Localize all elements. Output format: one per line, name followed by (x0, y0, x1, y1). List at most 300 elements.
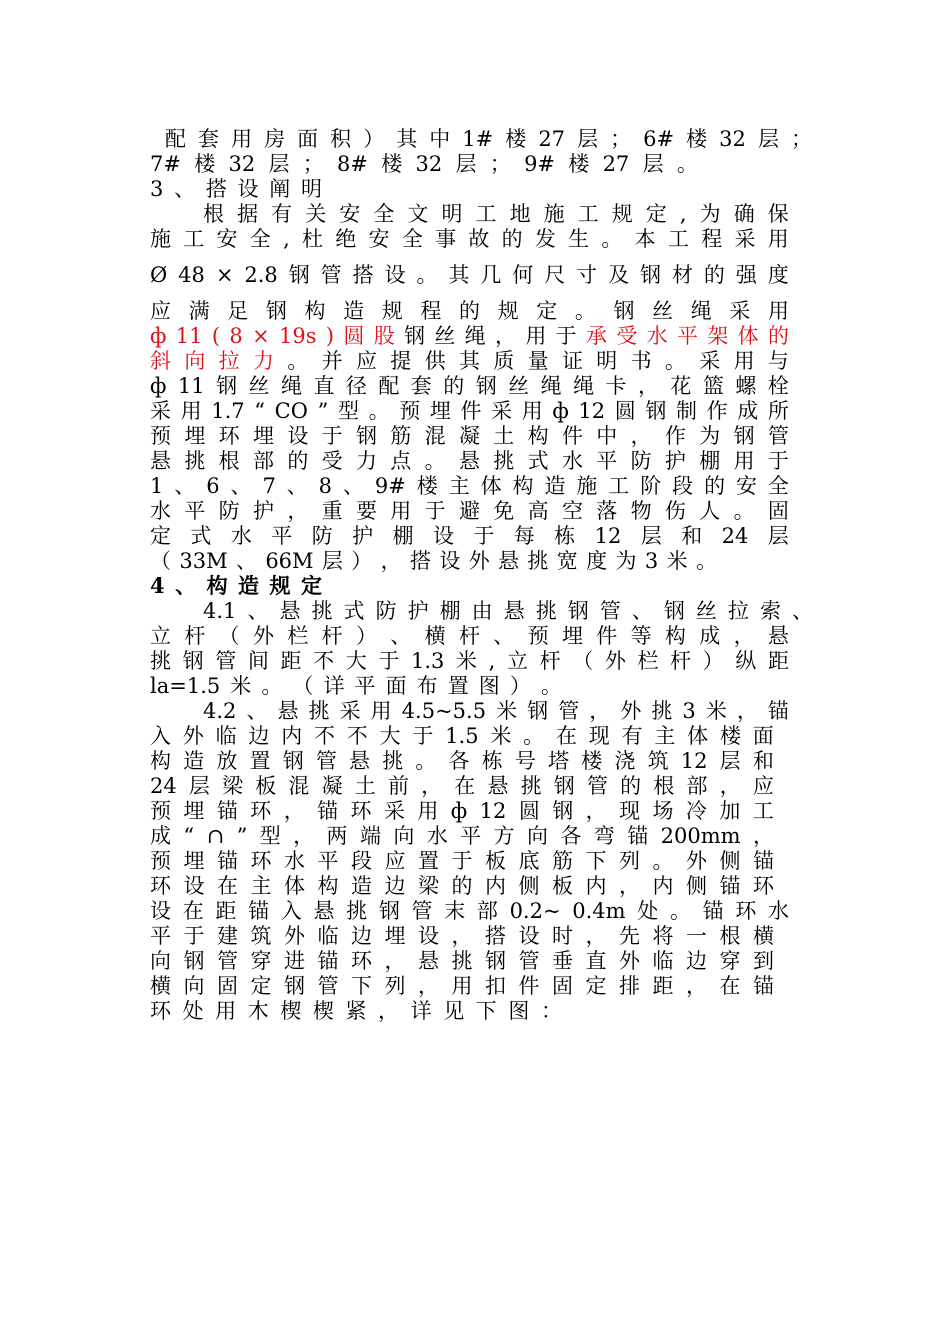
text-token: 根 (653, 774, 675, 798)
text-token: 件 (561, 424, 583, 448)
text-token: 保 (767, 202, 789, 226)
text-token: 。 (652, 849, 674, 873)
text-token: 、 (286, 474, 308, 498)
text-token: 杆 (539, 649, 561, 673)
text-token: 24 (721, 524, 749, 548)
text-token: 钢 (182, 649, 204, 673)
text-token: 应 (752, 774, 774, 798)
text-token: 穿 (719, 949, 741, 973)
text-token: 管 (217, 949, 238, 973)
text-token: 悬 (277, 699, 299, 723)
text-token: 放 (216, 749, 238, 773)
text-token: 详 (410, 999, 432, 1023)
text-token: 11 (175, 324, 203, 348)
text-token: 埋 (252, 424, 274, 448)
text-token: 外 (619, 949, 640, 973)
text-token: 外 (620, 699, 642, 723)
text-line-22 (150, 673, 562, 699)
text-token: 的 (704, 474, 726, 498)
text-token: 段 (351, 849, 372, 873)
text-token: “ (183, 824, 195, 848)
text-token: 用 (231, 127, 253, 151)
text-token: 两 (326, 824, 348, 848)
text-token: 式 (527, 449, 549, 473)
text-token: 4.2 (203, 699, 237, 723)
section-heading-4 (150, 573, 322, 599)
text-token: 锚 (719, 874, 741, 898)
text-token: 悬 (150, 449, 171, 473)
text-token: 积 (330, 127, 352, 151)
text-token: 用 (733, 349, 755, 373)
text-token: 棚 (699, 449, 721, 473)
text-token: 式 (343, 599, 365, 623)
text-token: 楼 (381, 152, 403, 176)
text-token: 栏 (637, 649, 659, 673)
text-token: 于 (473, 524, 495, 548)
text-token: 杜 (302, 227, 324, 251)
text-token: 0.4m (572, 899, 626, 923)
text-token: 点 (390, 449, 412, 473)
text-line-17 (150, 548, 717, 574)
text-token: 钢 (733, 424, 755, 448)
text-token: 置 (447, 674, 469, 698)
text-token: 入 (280, 899, 302, 923)
text-token: 用 (390, 499, 412, 523)
text-token: 锚 (317, 799, 339, 823)
text-token: 锚 (702, 899, 724, 923)
text-token: 成 (699, 624, 721, 648)
text-token: 8 (229, 324, 243, 348)
text-token: 米 (230, 674, 252, 698)
text-token: 体 (737, 324, 759, 348)
text-token: 钢 (567, 599, 589, 623)
text-token: ） (355, 624, 377, 648)
text-token: 见 (443, 999, 465, 1023)
text-token: ) (325, 324, 335, 348)
text-token: 、 (631, 599, 653, 623)
text-token: 构 (206, 573, 228, 598)
text-token: ， (630, 424, 652, 448)
text-token: 、 (791, 599, 813, 623)
text-token: 板 (485, 849, 506, 873)
text-token: 现 (588, 724, 610, 748)
text-token: 平 (596, 449, 618, 473)
text-token: 内 (281, 724, 303, 748)
text-token: ， (589, 699, 611, 723)
text-token: 丝 (434, 324, 456, 348)
text-token: 生 (568, 227, 590, 251)
text-token: 悬 (279, 599, 301, 623)
text-line-7 (150, 298, 789, 324)
text-token: 工 (577, 202, 599, 226)
text-token: 12 (680, 749, 708, 773)
text-token: 9# (524, 152, 556, 176)
text-token: 人 (699, 499, 721, 523)
text-token: 侧 (518, 874, 540, 898)
text-token: 水 (150, 499, 171, 523)
text-token: 工 (667, 227, 689, 251)
text-token: 根 (218, 449, 240, 473)
text-token: ， (384, 949, 406, 973)
text-token: 挑 (651, 699, 673, 723)
text-token: 构 (317, 874, 339, 898)
text-token: 免 (493, 499, 515, 523)
text-token: 梁 (222, 774, 244, 798)
text-line-27 (150, 798, 774, 824)
text-token: 体 (480, 474, 502, 498)
text-line-15 (150, 498, 789, 524)
text-token: 预 (150, 424, 171, 448)
text-token: 末 (444, 899, 466, 923)
text-token: 受 (616, 324, 638, 348)
text-token: ∩ (206, 824, 225, 848)
text-token: 先 (619, 924, 640, 948)
text-token: 的 (287, 449, 309, 473)
text-token: 为 (699, 202, 721, 226)
text-line-25 (150, 748, 774, 774)
text-token: 和 (681, 524, 703, 548)
text-token: 部 (252, 449, 274, 473)
text-token: 处 (182, 999, 204, 1023)
text-token: 作 (706, 399, 728, 423)
text-token: 于 (183, 924, 205, 948)
text-token: 环 (150, 999, 171, 1023)
text-token: 埋 (184, 424, 206, 448)
text-token: 大 (345, 649, 367, 673)
text-token: ， (380, 549, 402, 573)
text-token: 根 (719, 924, 741, 948)
text-token: 在 (217, 874, 238, 898)
text-token: 花 (670, 374, 692, 398)
text-token: 中 (429, 127, 451, 151)
text-token: 1.5 (445, 724, 479, 748)
text-token: 悬 (498, 549, 520, 573)
text-line-6 (150, 262, 789, 288)
text-line-12 (150, 423, 789, 449)
text-token: ， (293, 824, 315, 848)
text-token: 下 (351, 974, 372, 998)
text-token: 全 (767, 474, 789, 498)
text-token: ( (211, 324, 221, 348)
text-token: 锚 (248, 899, 270, 923)
text-token: ， (283, 799, 305, 823)
text-token: 阐 (269, 177, 291, 201)
text-token: 套 (198, 127, 220, 151)
text-token: ） (509, 674, 531, 698)
text-token: ） (702, 649, 724, 673)
text-token: 采 (383, 799, 405, 823)
text-token: 套 (410, 374, 432, 398)
text-token: 水 (646, 324, 668, 348)
text-token: 平 (150, 924, 171, 948)
text-token: 绳 (690, 299, 712, 323)
text-token: 定 (536, 299, 558, 323)
text-token: ， (421, 774, 443, 798)
text-token: ， (585, 799, 607, 823)
text-token: 各 (448, 749, 470, 773)
text-token: la=1.5 (150, 674, 221, 698)
text-token: 件 (518, 974, 540, 998)
text-token: 环 (753, 874, 774, 898)
text-token: 的 (443, 374, 465, 398)
text-token: 27 (538, 127, 566, 151)
text-token: 0.2~ (509, 899, 561, 923)
text-token: 安 (735, 474, 757, 498)
text-token: （ (218, 624, 240, 648)
text-token: 向 (184, 349, 206, 373)
text-token: 米 (490, 724, 512, 748)
text-token: 。 (261, 674, 283, 698)
text-token: 66M (265, 549, 314, 573)
text-token: 采 (699, 349, 721, 373)
text-token: 米 (496, 699, 518, 723)
text-token: 楼 (686, 127, 708, 151)
text-token: （ (292, 674, 314, 698)
text-token: ， (287, 499, 309, 523)
text-token: 固 (552, 974, 573, 998)
text-token: 1.7 (211, 399, 245, 423)
text-token: 边 (248, 724, 270, 748)
text-token: 垂 (552, 949, 573, 973)
text-token: ， (495, 324, 516, 348)
text-token: 。 (287, 349, 309, 373)
text-token: 侧 (686, 874, 707, 898)
text-token: 由 (471, 599, 493, 623)
text-token: 证 (561, 349, 583, 373)
text-token: 规 (381, 299, 403, 323)
text-token: 边 (384, 874, 406, 898)
text-token: 楔 (280, 999, 302, 1023)
text-token: 的 (767, 324, 789, 348)
text-token: 钢 (282, 749, 304, 773)
text-token: 设 (384, 263, 406, 287)
text-token: 加 (719, 799, 741, 823)
text-token: 架 (707, 324, 729, 348)
text-token: 钢 (645, 399, 667, 423)
text-token: 规 (497, 299, 519, 323)
text-token: 11 (177, 374, 205, 398)
text-token: 27 (602, 152, 630, 176)
text-token: 其 (396, 127, 418, 151)
text-token: 护 (252, 499, 274, 523)
text-token: 用 (215, 999, 237, 1023)
text-token: 悬 (487, 774, 509, 798)
text-token: 纵 (735, 649, 757, 673)
text-token: 防 (311, 524, 333, 548)
text-token: 钢 (183, 949, 205, 973)
text-token: 混 (424, 424, 446, 448)
text-token: 挑 (184, 449, 206, 473)
text-token: 钢 (485, 949, 506, 973)
text-token: 内 (585, 874, 607, 898)
text-token: ， (637, 374, 659, 398)
text-token: 钢 (475, 374, 497, 398)
text-token: 栏 (287, 624, 309, 648)
text-token: 造 (351, 874, 372, 898)
text-token: 锚 (753, 849, 774, 873)
text-token: 环 (735, 899, 757, 923)
text-token: 3 (682, 699, 696, 723)
text-token: ； (489, 152, 511, 176)
text-line-31 (150, 898, 789, 924)
text-token: 横 (150, 974, 171, 998)
text-token: 造 (238, 573, 260, 598)
text-token: 宽 (556, 549, 578, 573)
text-token: 向 (183, 974, 205, 998)
text-line-26 (150, 773, 774, 799)
text-token: 钢 (284, 974, 305, 998)
text-token: 于 (424, 499, 446, 523)
text-token: 有 (621, 724, 643, 748)
text-token: ， (619, 874, 640, 898)
text-token: 拉 (218, 349, 240, 373)
text-token: 环 (351, 949, 372, 973)
text-token: ” (236, 824, 248, 848)
text-token: 管 (518, 949, 540, 973)
text-line-29 (150, 848, 774, 874)
text-token: 搭 (409, 549, 431, 573)
text-token: 层 (757, 127, 779, 151)
text-token: 。 (664, 349, 686, 373)
text-token: 尺 (544, 263, 566, 287)
text-token: 48 (178, 263, 205, 287)
text-token: 锚 (627, 824, 649, 848)
text-token: 事 (435, 227, 457, 251)
text-token: 护 (664, 449, 686, 473)
text-token: 悬 (767, 624, 789, 648)
text-token: 19s (279, 324, 317, 348)
text-token: ， (752, 824, 774, 848)
text-token: 层 (640, 524, 662, 548)
text-token: 钢 (663, 599, 685, 623)
text-token: 全 (401, 227, 423, 251)
text-token: 几 (480, 263, 502, 287)
text-token: 材 (671, 263, 693, 287)
text-token: 。 (415, 749, 437, 773)
text-token: 型 (337, 399, 359, 423)
text-token: 棚 (392, 524, 414, 548)
text-token: 下 (475, 999, 497, 1023)
text-token: 防 (218, 499, 240, 523)
text-token: 悬 (503, 599, 525, 623)
text-token: 平 (271, 524, 293, 548)
text-token: 强 (735, 263, 757, 287)
text-token: 外 (604, 649, 626, 673)
text-token: 200mm (660, 824, 741, 848)
text-token: 设 (183, 874, 205, 898)
text-token: 。 (424, 449, 446, 473)
text-token: 7 (262, 474, 276, 498)
text-token: 不 (346, 724, 368, 748)
text-token: 环 (350, 799, 372, 823)
text-token: 搭 (205, 177, 227, 201)
text-token: 房 (264, 127, 286, 151)
text-token: 固 (767, 499, 789, 523)
text-token: ， (733, 624, 755, 648)
text-token: 圆 (614, 399, 636, 423)
text-token: 挑 (493, 449, 515, 473)
text-line-28 (150, 823, 774, 849)
text-token: 管 (599, 599, 621, 623)
text-token: × (215, 263, 234, 287)
text-token: 。 (676, 152, 698, 176)
text-token: 造 (544, 474, 566, 498)
text-token: 于 (767, 449, 789, 473)
text-token: 于 (378, 649, 400, 673)
text-token: 有 (271, 202, 293, 226)
text-token: 锚 (767, 699, 789, 723)
text-token: 造 (183, 749, 205, 773)
text-token: 用 (767, 227, 789, 251)
text-token: 楼 (416, 474, 438, 498)
text-token: 供 (424, 349, 446, 373)
text-token: 构 (512, 474, 534, 498)
text-token: 工 (475, 202, 497, 226)
text-token: 主 (448, 474, 470, 498)
text-token: 。 (368, 399, 390, 423)
text-token: 部 (686, 774, 708, 798)
text-token: 米 (705, 699, 727, 723)
text-token: 板 (552, 874, 573, 898)
text-token: 9# (374, 474, 406, 498)
text-token: 、 (390, 624, 412, 648)
text-token: 图 (478, 674, 500, 698)
text-token: 管 (317, 974, 339, 998)
text-token: 横 (753, 924, 774, 948)
text-line-2 (150, 151, 698, 177)
text-token: 体 (687, 724, 709, 748)
text-token: 层 (767, 524, 789, 548)
text-token: 挑 (346, 899, 368, 923)
text-token: 管 (320, 263, 342, 287)
text-token: 在 (719, 974, 741, 998)
text-token: 挑 (451, 949, 473, 973)
text-token: 栋 (481, 749, 503, 773)
text-token: 设 (439, 549, 461, 573)
text-token: 受 (321, 449, 343, 473)
text-token: 杆 (184, 624, 206, 648)
text-token: 环 (250, 799, 272, 823)
text-token: 。 (523, 724, 545, 748)
text-token: 本 (634, 227, 656, 251)
text-token: 凝 (458, 424, 480, 448)
text-token: 构 (664, 624, 686, 648)
text-token: , (488, 649, 496, 673)
text-token: 侧 (719, 849, 741, 873)
text-token: 24 (150, 774, 177, 798)
text-token: 钢 (216, 374, 238, 398)
text-token: 水 (768, 899, 789, 923)
text-token: 搭 (485, 924, 506, 948)
text-token: 棚 (439, 599, 461, 623)
text-token: 要 (355, 499, 377, 523)
text-token: 端 (359, 824, 381, 848)
text-token: 内 (485, 874, 506, 898)
text-token: 钢 (355, 424, 377, 448)
text-token: 于 (451, 849, 473, 873)
text-token: ； (610, 127, 632, 151)
text-token: 采 (729, 299, 751, 323)
text-token: 杆 (458, 624, 480, 648)
text-token: 度 (767, 263, 789, 287)
text-token: 管 (558, 699, 580, 723)
text-token: 其 (458, 349, 480, 373)
text-token: 水 (284, 849, 305, 873)
text-token: 据 (237, 202, 259, 226)
text-token: 制 (676, 399, 697, 423)
text-token: 钢 (404, 324, 426, 348)
text-token: 预 (150, 849, 171, 873)
